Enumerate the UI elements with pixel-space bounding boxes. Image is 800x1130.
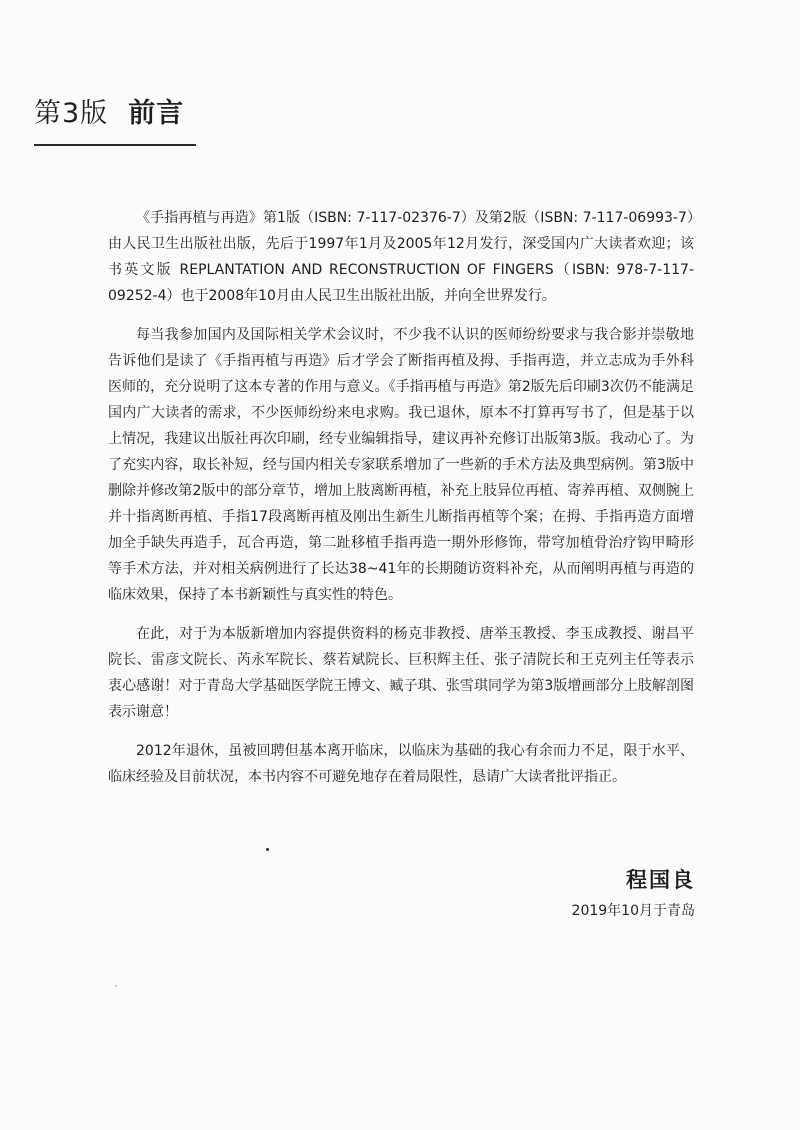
heading-underline [34, 144, 196, 146]
paragraph-closing: 2012年退休，虽被回聘但基本离开临床，以临床为基础的我心有余而力不足，限于水平、临床经验及目前状况，本书内容不可避免地存在着局限性，恳请广大读者批评指正。 [108, 743, 694, 785]
edition-label: 第3版 [34, 98, 109, 129]
scan-speck [266, 848, 269, 851]
signature-date: 2019年10月于青岛 [571, 903, 695, 919]
paragraph-revision: 每当我参加国内及国际相关学术会议时，不少我不认识的医师纷纷要求与我合影并崇敬地告诉他们是读了《手指再植与再造》后才学会了断指再植及拇、手指再造，并立志成为手外科医师的，充分说明了这本专著的作用与意义。《手指再植与再造》第2版先后印刷3次仍不能满足国内广大读者的需求，不少医师纷纷来电求购。我已退休，原本不打算再写书了，但是基于以上情况，我建议出版社再次印刷，经专业编辑指导，建议再补充修订出版第3版。我动心了。为了充实内容，取长补短，经与国内相关专家联系增加了一些新的手术方法及典型病例。第3版中删除并修改第2版中的部分章节，增加上肢离断再植，补充上肢异位再植、寄养再植、双侧腕上并十指离断再植、手指17段离断再植及刚出生新生儿断指再植等个案；在拇、手指再造方面增加全手缺失再造手，瓦合再造，第二趾移植手指再造一期外形修饰，带穹加植骨治疗钩甲畸形等手术方法，并对相关病例进行了长达38~41年的长期随访资料补充，从而阐明再植与再造的临床效果，保持了本书新颖性与真实性的特色。 [108, 327, 694, 603]
preface-heading [34, 96, 184, 132]
author-signature: 程国良 [626, 868, 695, 892]
paragraph-acknowledgements: 在此，对于为本版新增加内容提供资料的杨克非教授、唐举玉教授、李玉成教授、谢昌平院长、雷彦文院长、芮永军院长、蔡若斌院长、巨积辉主任、张子清院长和王克列主任等表示衷心感谢！对于青岛大学基础医学院王博文、臧子琪、张雪琪同学为第3版增画部分上肢解剖图表示谢意！ [108, 626, 694, 720]
paragraph-editions: 《手指再植与再造》第1版（ISBN: 7-117-02376-7）及第2版（ISBN: 7-117-06993-7）由人民卫生出版社出版，先后于1997年1月及2005年12月发行，深受国内广大读者欢迎；该书英文版 REPLANTATION AND RECONSTRUCTION OF FINGERS（ISBN: 978-7-117-09252-4）也于2008年10月由人民卫生出版社出版，并向全世界发行。 [108, 210, 694, 304]
preface-title: 前言 [128, 98, 185, 129]
preface-body [108, 205, 694, 803]
scan-speck-lower [115, 985, 117, 987]
